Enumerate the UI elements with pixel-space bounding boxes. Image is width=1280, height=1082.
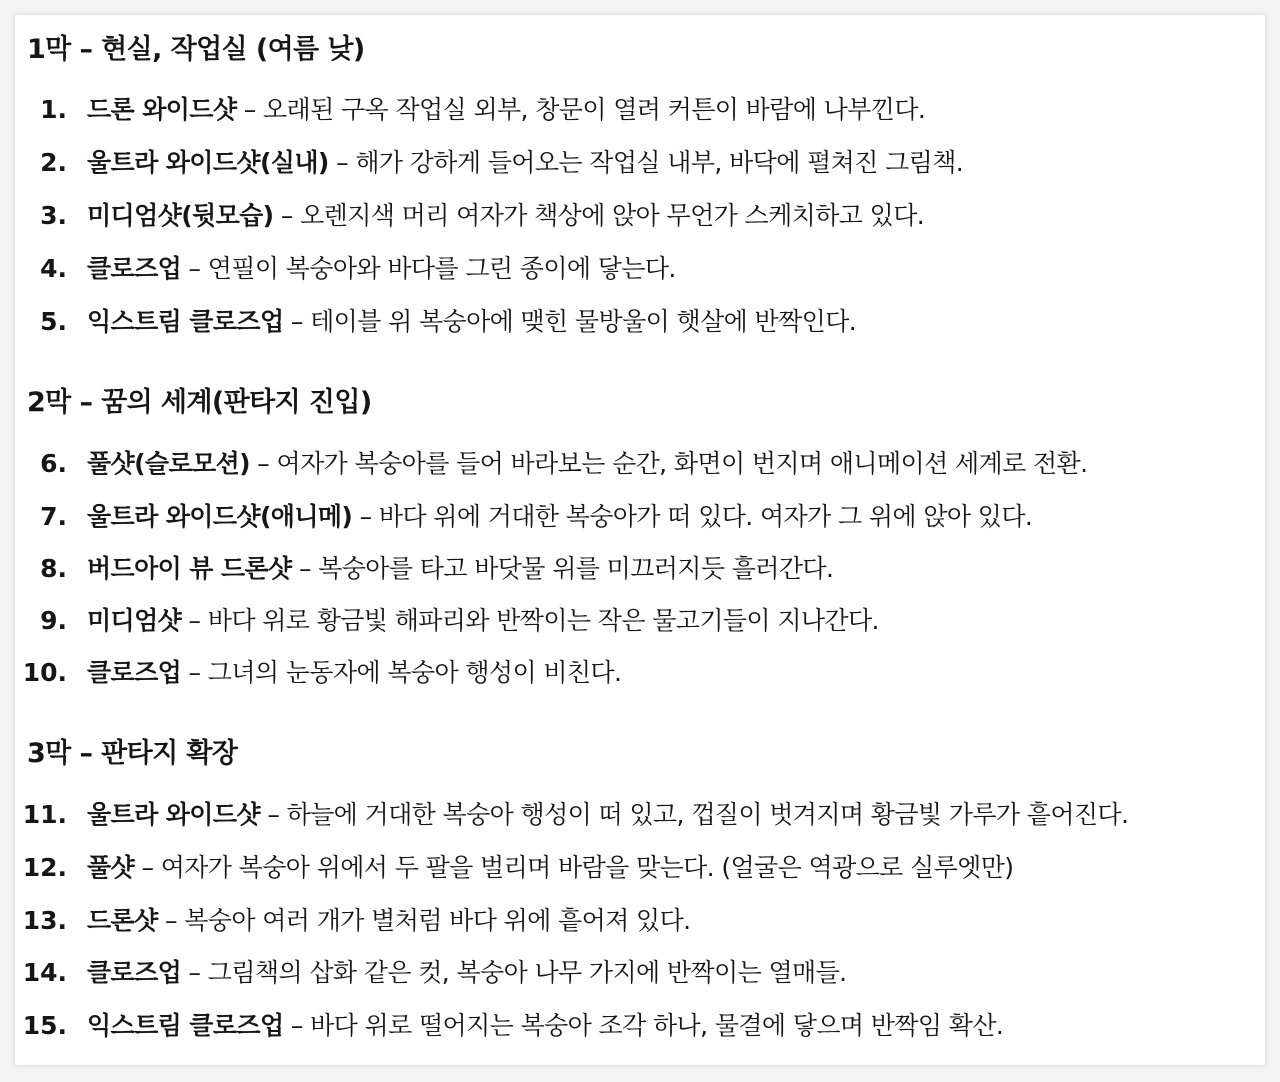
- shot-description: 그녀의 눈동자에 복숭아 행성이 비친다.: [207, 658, 622, 687]
- item-number: 5.: [40, 307, 67, 336]
- separator: –: [352, 502, 379, 531]
- shot-description: 여자가 복숭아 위에서 두 팔을 벌리며 바람을 맞는다. (얼굴은 역광으로 실루엣만): [160, 853, 1014, 882]
- shot-type: 미디엄샷: [87, 606, 182, 635]
- item-number: 6.: [40, 449, 67, 478]
- item-number: 13.: [22, 906, 67, 935]
- separator: –: [283, 1011, 311, 1040]
- item-number: 10.: [22, 658, 67, 687]
- shot-type: 클로즈업: [87, 254, 182, 283]
- shot-description: 바다 위로 떨어지는 복숭아 조각 하나, 물결에 닿으며 반짝임 확산.: [310, 1011, 1004, 1040]
- shot-type: 버드아이 뷰 드론샷: [87, 554, 292, 583]
- document: [14, 14, 1266, 1066]
- shot-description: 오래된 구옥 작업실 외부, 창문이 열려 커튼이 바람에 나부낀다.: [263, 95, 926, 124]
- separator: –: [181, 658, 208, 687]
- shot-type: 익스트림 클로즈업: [87, 1011, 284, 1040]
- item-number: 7.: [40, 502, 67, 531]
- separator: –: [181, 606, 208, 635]
- shot-type: 드론샷: [87, 906, 158, 935]
- item-number: 9.: [40, 606, 67, 635]
- separator: –: [259, 800, 287, 829]
- shot-type: 미디엄샷(뒷모습): [87, 201, 274, 230]
- item-number: 4.: [40, 254, 67, 283]
- item-number: 1.: [40, 95, 67, 124]
- item-number: 3.: [40, 201, 67, 230]
- shot-type: 울트라 와이드샷: [87, 800, 260, 829]
- item-number: 2.: [40, 148, 67, 177]
- act-title: 1막 – 현실, 작업실 (여름 낮): [27, 34, 365, 65]
- separator: –: [291, 554, 319, 583]
- shot-type: 울트라 와이드샷(애니메): [87, 502, 353, 531]
- separator: –: [157, 906, 185, 935]
- item-number: 8.: [40, 554, 67, 583]
- shot-type: 울트라 와이드샷(실내): [87, 148, 329, 177]
- act-title: 2막 – 꿈의 세계(판타지 진입): [27, 387, 372, 418]
- separator: –: [273, 201, 301, 230]
- separator: –: [181, 958, 208, 987]
- act-title: 3막 – 판타지 확장: [27, 738, 238, 769]
- item-number: 11.: [22, 800, 67, 829]
- separator: –: [328, 148, 356, 177]
- shot-type: 익스트림 클로즈업: [87, 307, 284, 336]
- shot-type: 클로즈업: [87, 958, 182, 987]
- item-number: 12.: [22, 853, 67, 882]
- shot-type: 풀샷: [87, 853, 135, 882]
- separator: –: [236, 95, 263, 124]
- item-number: 14.: [22, 958, 67, 987]
- shot-description: 해가 강하게 들어오는 작업실 내부, 바닥에 펼쳐진 그림책.: [355, 148, 964, 177]
- shot-type: 드론 와이드샷: [87, 95, 237, 124]
- separator: –: [134, 853, 161, 882]
- shot-description: 연필이 복숭아와 바다를 그린 종이에 닿는다.: [207, 254, 676, 283]
- separator: –: [181, 254, 208, 283]
- shot-description: 오렌지색 머리 여자가 책상에 앉아 무언가 스케치하고 있다.: [300, 201, 925, 230]
- shot-description: 여자가 복숭아를 들어 바라보는 순간, 화면이 번지며 애니메이션 세계로 전환.: [276, 449, 1088, 478]
- shot-description: 그림책의 삽화 같은 컷, 복숭아 나무 가지에 반짝이는 열매들.: [207, 958, 847, 987]
- shot-description: 바다 위로 황금빛 해파리와 반짝이는 작은 물고기들이 지나간다.: [207, 606, 879, 635]
- item-number: 15.: [22, 1011, 67, 1040]
- shot-description: 복숭아 여러 개가 별처럼 바다 위에 흩어져 있다.: [184, 906, 691, 935]
- shot-description: 하늘에 거대한 복숭아 행성이 떠 있고, 껍질이 벗겨지며 황금빛 가루가 흩어진다.: [286, 800, 1129, 829]
- shot-type: 풀샷(슬로모션): [87, 449, 250, 478]
- separator: –: [283, 307, 311, 336]
- shot-description: 복숭아를 타고 바닷물 위를 미끄러지듯 흘러간다.: [318, 554, 834, 583]
- shot-description: 테이블 위 복숭아에 맺힌 물방울이 햇살에 반짝인다.: [310, 307, 857, 336]
- separator: –: [249, 449, 277, 478]
- shot-description: 바다 위에 거대한 복숭아가 떠 있다. 여자가 그 위에 앉아 있다.: [378, 502, 1033, 531]
- shot-type: 클로즈업: [87, 658, 182, 687]
